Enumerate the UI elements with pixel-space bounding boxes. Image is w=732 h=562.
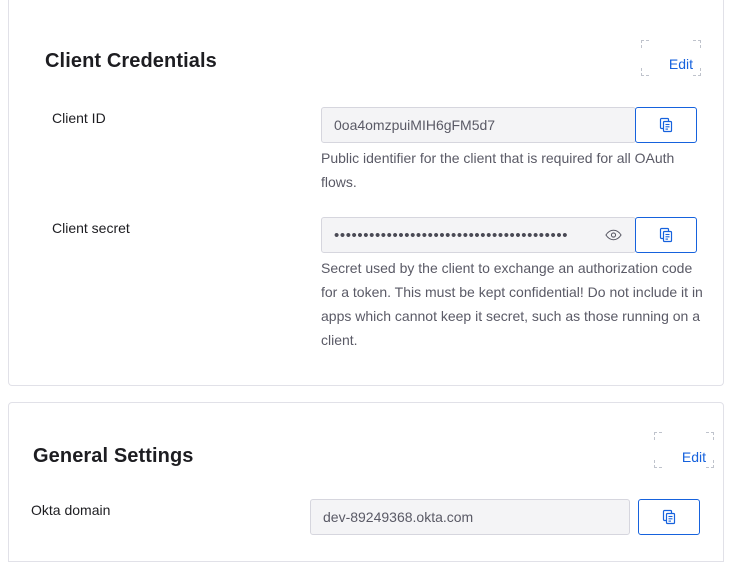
okta-domain-value: dev-89249368.okta.com (323, 509, 474, 525)
focus-corner-tl (641, 40, 649, 48)
client-id-label: Client ID (52, 110, 106, 126)
general-settings-card (8, 402, 724, 562)
reveal-client-secret-button[interactable] (603, 225, 623, 245)
focus-corner-bl (641, 68, 649, 76)
focus-corner-tl (654, 432, 662, 440)
okta-domain-label: Okta domain (31, 502, 111, 518)
client-credentials-card (8, 0, 724, 386)
client-secret-input[interactable] (321, 217, 636, 253)
edit-client-credentials-button[interactable]: Edit (668, 56, 693, 72)
client-secret-helper-text: Secret used by the client to exchange an authorization code for a token. This must be kept confidential! Do not include it in apps which cannot keep it secret, such as those running on a client. (321, 260, 703, 348)
focus-corner-bl (654, 460, 662, 468)
client-secret-value: •••••••••••••••••••••••••••••••••••••••• (334, 227, 569, 243)
client-secret-label: Client secret (52, 220, 130, 236)
copy-client-secret-button[interactable] (635, 217, 697, 253)
copy-okta-domain-button[interactable] (638, 499, 700, 535)
eye-icon (605, 229, 622, 241)
focus-corner-tr (693, 40, 701, 48)
client-id-value: 0oa4omzpuiMIH6gFM5d7 (334, 117, 496, 133)
edit-general-settings-button[interactable]: Edit (681, 449, 706, 465)
copy-icon (658, 227, 674, 243)
client-id-helper-text: Public identifier for the client that is required for all OAuth flows. (321, 150, 675, 190)
okta-domain-input[interactable] (310, 499, 630, 535)
page-title: Client Credentials (45, 50, 217, 72)
copy-client-id-button[interactable] (635, 107, 697, 143)
copy-icon (658, 117, 674, 133)
focus-corner-tr (706, 432, 714, 440)
general-settings-title: General Settings (33, 445, 194, 467)
client-id-input[interactable] (321, 107, 636, 143)
copy-icon (661, 509, 677, 525)
